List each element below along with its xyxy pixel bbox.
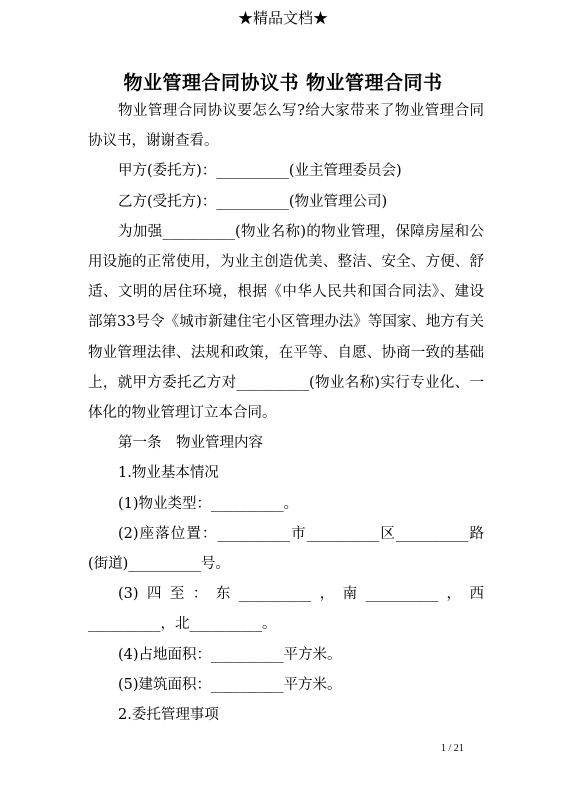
page-number: 1 / 21	[441, 743, 464, 754]
party-b-line: 乙方(受托方)：__________(物业管理公司)	[118, 193, 388, 210]
document-title: 物业管理合同协议书 物业管理合同书	[123, 72, 443, 94]
list-item: (1)物业类型：__________。	[118, 495, 299, 512]
party-a-line: 甲方(委托方)：__________(业主管理委员会)	[118, 163, 402, 180]
list-item: (4)占地面积：__________平方米。	[118, 646, 342, 663]
document-body	[88, 96, 484, 730]
purpose-paragraph: 为加强__________(物业名称)的物业管理，保障房屋和公用设施的正常使用，为业主创造优美、整洁、安全、方便、舒适、文明的居住环境，根据《中华人民共和国合同法》、建设部第33号令《城市新建住宅小区管理办法》等国家、地方有关物业管理法律、法规和政策，在平等、自愿、协商一致的基础上，就甲方委托乙方对__________(物业名称)实行专业化、一体化的物业管理订立本合同。	[88, 223, 484, 422]
list-item: (3)四至：东__________，南__________，西__________，北__________。	[88, 586, 484, 633]
intro-paragraph: 物业管理合同协议要怎么写?给大家带来了物业管理合同协议书，谢谢查看。	[88, 103, 484, 150]
section-heading: 1.物业基本情况	[118, 465, 219, 482]
page-header: ★精品文档★	[237, 9, 328, 27]
article-heading: 第一条 物业管理内容	[118, 435, 263, 452]
list-item: (5)建筑面积：__________平方米。	[118, 676, 342, 693]
section-heading: 2.委托管理事项	[118, 707, 219, 724]
list-item: (2)座落位置：__________市__________区__________路(街道)__________号。	[88, 525, 484, 573]
